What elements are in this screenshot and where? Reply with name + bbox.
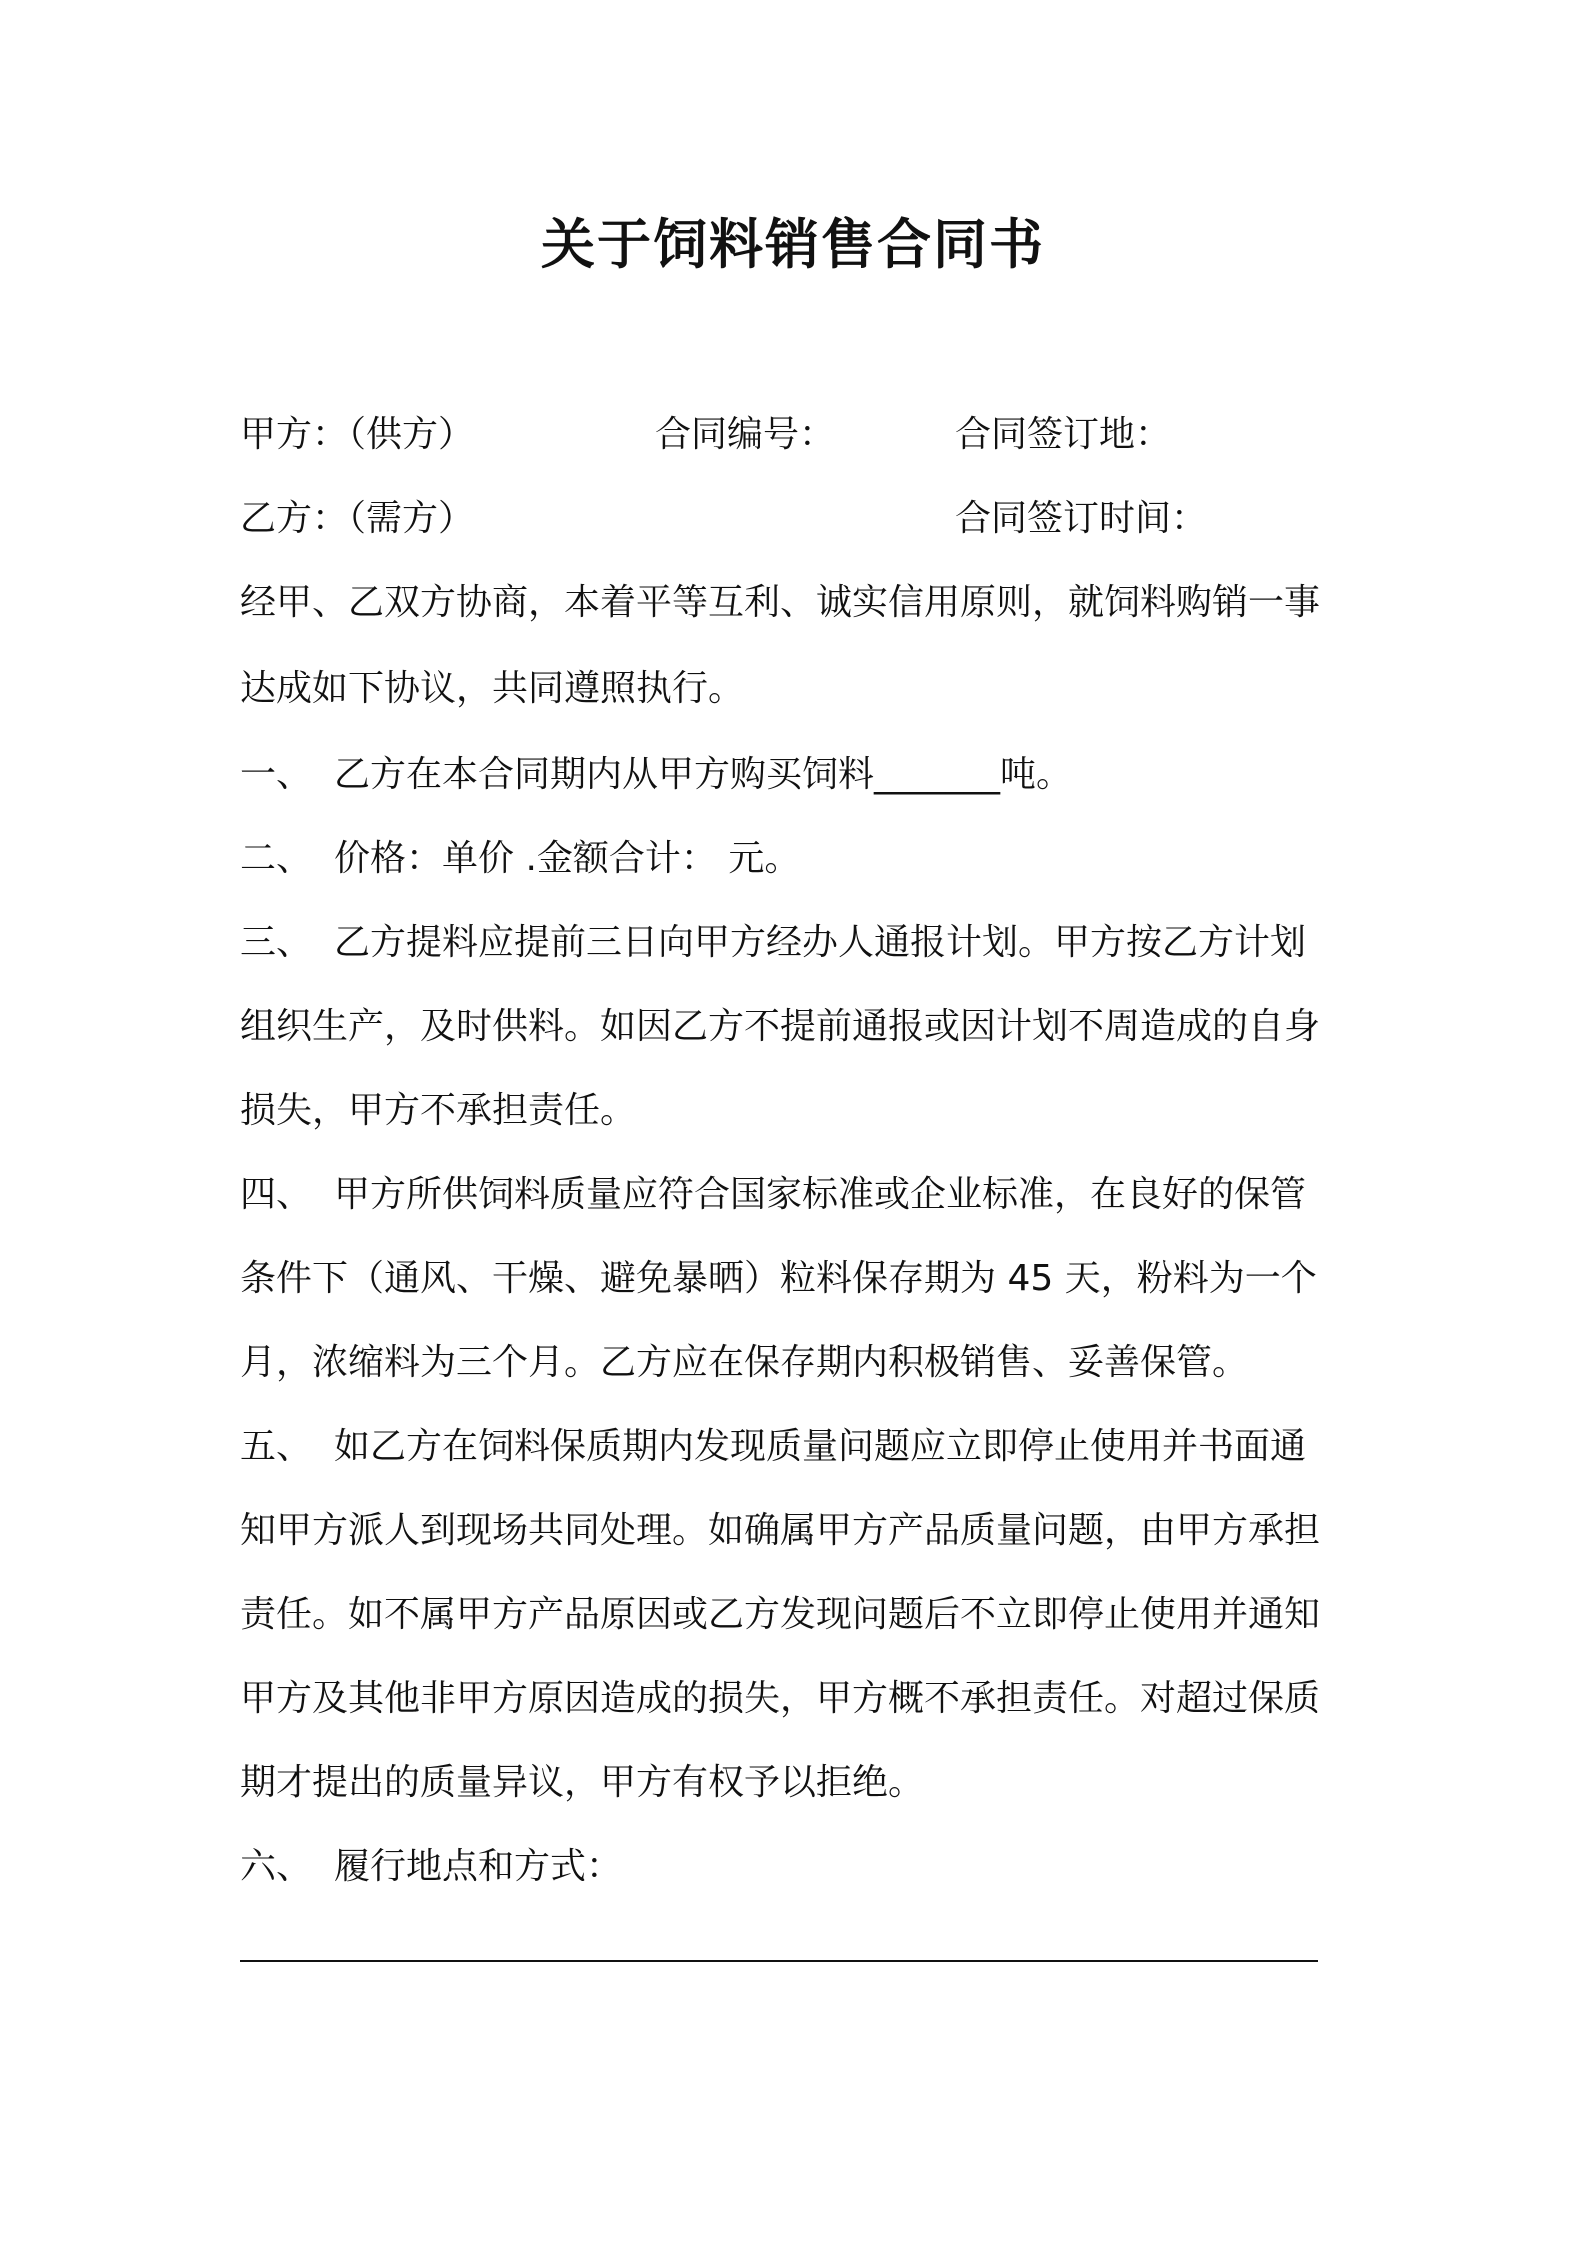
clause-number: 三、 — [240, 922, 313, 963]
party-b-label: 乙方：（需方） — [240, 498, 475, 539]
clause-text: 乙方提料应提前三日向甲方经办人通报计划。甲方按乙方计划 — [334, 922, 1307, 963]
clause-text: 知甲方派人到现场共同处理。如确属甲方产品质量问题，由甲方承担 — [240, 1510, 1321, 1551]
clause-6 — [240, 1842, 622, 1892]
clause-text: 组织生产，及时供料。如因乙方不提前通报或因计划不周造成的自身 — [240, 1006, 1321, 1047]
document-title: 关于饲料销售合同书 — [541, 213, 1045, 276]
clause-text: 甲方及其他非甲方原因造成的损失，甲方概不承担责任。对超过保质 — [240, 1678, 1321, 1719]
clause-text: 月，浓缩料为三个月。乙方应在保存期内积极销售、妥善保管。 — [240, 1342, 1249, 1383]
clause-number: 六、 — [240, 1846, 313, 1887]
clause-2 — [240, 834, 800, 884]
fill-in-blank-line — [240, 1960, 1318, 1962]
clause-1 — [240, 750, 1072, 800]
clause-text: 价格：单价 .金额合计： 元。 — [334, 838, 801, 879]
clause-text: 条件下（通风、干燥、避免暴晒）粒料保存期为 45 天，粉料为一个 — [240, 1258, 1317, 1299]
clause-text: 乙方在本合同期内从甲方购买饲料_______吨。 — [334, 754, 1073, 795]
sign-time-label: 合同签订时间： — [955, 498, 1208, 539]
party-a-label: 甲方：（供方） — [240, 414, 475, 455]
clause-text: 责任。如不属甲方产品原因或乙方发现问题后不立即停止使用并通知 — [240, 1594, 1321, 1635]
clause-text: 履行地点和方式： — [334, 1846, 623, 1887]
clause-text: 期才提出的质量异议，甲方有权予以拒绝。 — [240, 1762, 925, 1803]
clause-text: 损失，甲方不承担责任。 — [240, 1090, 637, 1131]
intro-line: 达成如下协议，共同遵照执行。 — [240, 668, 745, 709]
sign-place-label: 合同签订地： — [955, 414, 1172, 455]
clause-4 — [240, 1170, 1306, 1220]
clause-number: 二、 — [240, 838, 313, 879]
clause-5 — [240, 1422, 1306, 1472]
clause-number: 四、 — [240, 1174, 313, 1215]
contract-number-label: 合同编号： — [655, 414, 836, 455]
clause-text: 甲方所供饲料质量应符合国家标准或企业标准，在良好的保管 — [334, 1174, 1307, 1215]
clause-number: 五、 — [240, 1426, 313, 1467]
clause-3 — [240, 918, 1306, 968]
clause-text: 如乙方在饲料保质期内发现质量问题应立即停止使用并书面通 — [334, 1426, 1307, 1467]
clause-number: 一、 — [240, 754, 313, 795]
intro-line: 经甲、乙双方协商，本着平等互利、诚实信用原则，就饲料购销一事 — [240, 582, 1321, 623]
